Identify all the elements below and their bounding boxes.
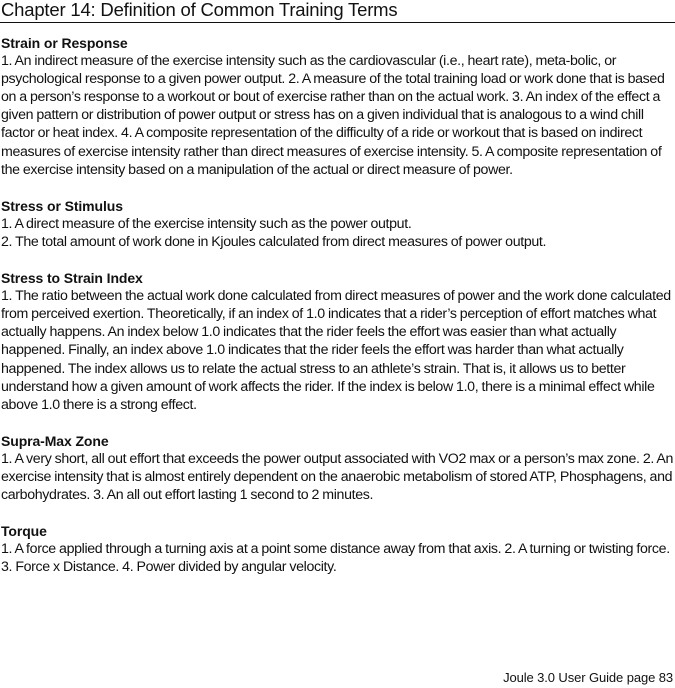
term-definition: 1. A very short, all out effort that exceeds the power output associated with VO2 max or a person’s max zone. 2. An exercise intensity that is almost entirely dependent on the anaerobic metabolism of stored ATP, Phosphagens, and carbohydrates. 3. An all out effort lasting 1 second to 2 minutes.: [1, 450, 674, 504]
glossary-entry-stress-to-strain-index: [1, 269, 674, 414]
page-footer: Joule 3.0 User Guide page 83: [503, 670, 673, 685]
glossary-entry-torque: [1, 522, 674, 576]
chapter-header: [0, 0, 675, 23]
term-definition: 1. The ratio between the actual work done calculated from direct measures of power and the work done calculated from perceived exertion. Theoretically, if an index of 1.0 indicates that a rider’s perception of effort matches what actually happens. An index below 1.0 indicates that the rider feels the effort was easier than what actually happened. Finally, an index above 1.0 indicates that the rider feels the effort was harder than what actually happened. The index allows us to relate the actual stress to an athlete’s strain. That is, it allows us to better understand how a given amount of work affects the rider. If the index is below 1.0, there is a minimal effect while above 1.0 there is a strong effect.: [1, 288, 671, 413]
term-heading: Strain or Response: [1, 35, 128, 51]
chapter-title: Chapter 14: Definition of Common Training Terms: [1, 0, 398, 20]
term-definition: 2. The total amount of work done in Kjoules calculated from direct measures of power output.: [1, 233, 547, 250]
term-heading: Stress or Stimulus: [1, 197, 123, 214]
term-heading: Torque: [1, 523, 47, 540]
glossary-entry-stress-or-stimulus: [1, 197, 674, 251]
term-definition: 1. A direct measure of the exercise intensity such as the power output.: [1, 215, 412, 232]
term-heading: Stress to Strain Index: [1, 270, 143, 287]
glossary-entry-strain-or-response: [1, 34, 674, 179]
glossary-content: [1, 34, 674, 594]
glossary-entry-supra-max-zone: [1, 432, 674, 504]
term-heading: Supra-Max Zone: [1, 432, 109, 449]
term-definition: 1. An indirect measure of the exercise intensity such as the cardiovascular (i.e., heart rate), meta-bolic, or psychological response to a given power output. 2. A measure of the total training load or work done that is based on a person’s response to a workout or bout of exercise rather than on the actual work. 3. An index of the effect a given pattern or distribution of power output or stress has on a given individual that is analogous to a wind chill factor or heat index. 4. A composite representation of the difficulty of a ride or workout that is based on indirect measures of exercise intensity rather than direct measures of exercise intensity. 5. A composite representation of the exercise intensity based on a manipulation of the actual or direct measure of power.: [1, 53, 665, 178]
term-definition: 1. A force applied through a turning axis at a point some distance away from that axis. 2. A turning or twisting force. 3. Force x Distance. 4. Power divided by angular velocity.: [1, 541, 670, 576]
